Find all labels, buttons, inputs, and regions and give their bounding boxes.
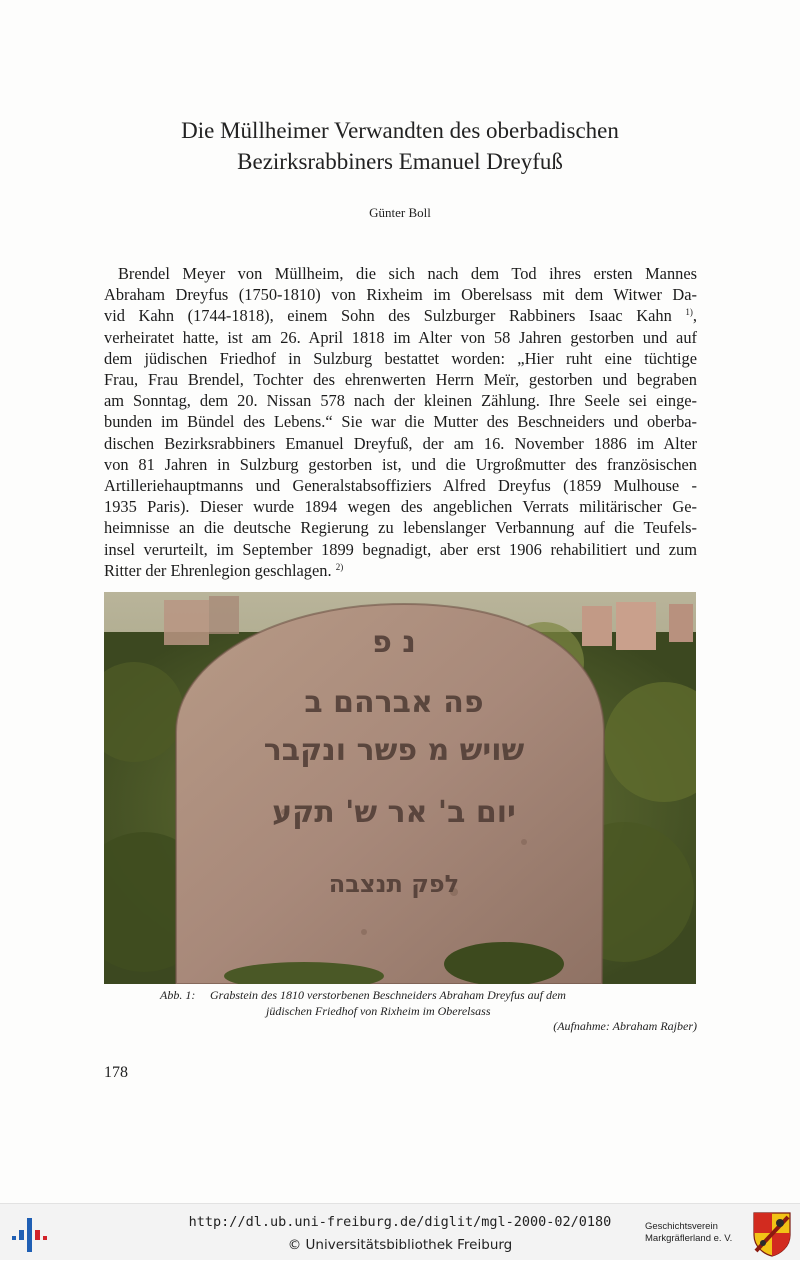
- body-line: heimnisse an die deutsche Regierung zu lebenslanger Verbannung auf die Teufels-: [104, 518, 697, 538]
- title-line-1: Die Müllheimer Verwandten des oberbadischen: [181, 118, 619, 143]
- body-line: am Sonntag, dem 20. Nissan 578 nach der kleinen Zählung. Ihre Seele sei einge-: [104, 391, 697, 411]
- inscription-line: נ פ: [372, 625, 416, 660]
- ub-freiburg-logo-icon[interactable]: [10, 1212, 50, 1254]
- body-line: Brendel Meyer von Müllheim, die sich nach dem Tod ihres ersten Mannes: [118, 264, 697, 283]
- copyright-notice: © Universitätsbibliothek Freiburg: [287, 1237, 513, 1253]
- inscription-line: יום ב' אר ש' תקע: [272, 795, 516, 830]
- society-name-line-1: Geschichtsverein: [645, 1221, 718, 1232]
- caption-line-1: Grabstein des 1810 verstorbenen Beschneiders Abraham Dreyfus auf dem: [210, 988, 566, 1002]
- gravestone-photo: [104, 592, 696, 984]
- body-line: Frau, Frau Brendel, Tochter des ehrenwerten Herrn Meïr, gestorben und begraben: [104, 370, 697, 390]
- inscription-line: שויש מ פשר ונקבר: [263, 733, 525, 768]
- source-url-link[interactable]: http://dl.ub.uni-freiburg.de/diglit/mgl-2000-02/0180: [188, 1214, 612, 1230]
- body-line-text: vid Kahn (1744-1818), einem Sohn des Sulzburger Rabbiners Isaac Kahn: [104, 306, 672, 326]
- body-line: dischen Bezirksrabbiners Emanuel Dreyfuß, der am 16. November 1886 im Alter: [104, 433, 697, 453]
- body-line: Abraham Dreyfus (1750-1810) von Rixheim im Oberelsass mit dem Witwer Da-: [104, 285, 697, 305]
- footer-bar: [0, 1203, 800, 1260]
- body-line: [104, 560, 697, 581]
- body-line: insel verurteilt, im September 1899 begnadigt, aber erst 1906 rehabilitiert und zum: [104, 539, 697, 559]
- body-line: bunden im Bündel des Lebens.“ Sie war die Mutter des Beschneiders und oberba-: [104, 412, 697, 432]
- title-line-2: Bezirksrabbiners Emanuel Dreyfuß: [237, 149, 563, 174]
- body-line: 1935 Paris). Dieser wurde 1894 wegen des angeblichen Verrats militärischer Ge-: [104, 497, 697, 517]
- inscription-line: לפק תנצבה: [328, 870, 460, 898]
- footnote-ref-2[interactable]: 2): [335, 561, 344, 572]
- footnote-ref-1-comma: ,: [692, 306, 697, 326]
- body-line: [104, 305, 697, 326]
- article-title: [0, 115, 800, 177]
- body-line: dem jüdischen Friedhof in Sulzburg bestattet worden: „Hier ruht eine tüchtige: [104, 348, 697, 368]
- inscription-line: פה אברהם ב: [304, 685, 484, 720]
- society-name-line-2: Markgräflerland e. V.: [645, 1233, 733, 1244]
- body-line: Artilleriehauptmanns und Generalstabsoffiziers Alfred Dreyfus (1859 Mulhouse -: [104, 476, 697, 496]
- coat-of-arms-icon: [752, 1211, 792, 1257]
- photo-credit: (Aufnahme: Abraham Rajber): [553, 1019, 697, 1033]
- footnote-ref-1[interactable]: 1): [685, 307, 693, 318]
- author-name: Günter Boll: [369, 205, 431, 220]
- figure-label: Abb. 1:: [160, 988, 196, 1002]
- body-line-text: Ritter der Ehrenlegion geschlagen.: [104, 560, 332, 580]
- body-line: verheiratet hatte, ist am 26. April 1818 im Alter von 58 Jahren gestorben und auf: [104, 327, 697, 347]
- caption-line-2: jüdischen Friedhof von Rixheim im Oberelsass: [266, 1003, 491, 1018]
- figure-caption: [104, 988, 697, 1035]
- article-body: [104, 263, 697, 581]
- page-number: 178: [104, 1064, 128, 1081]
- body-line: von 81 Jahren in Sulzburg gestorben ist, und die Urgroßmutter des französischen: [104, 454, 697, 474]
- society-name: [645, 1221, 751, 1245]
